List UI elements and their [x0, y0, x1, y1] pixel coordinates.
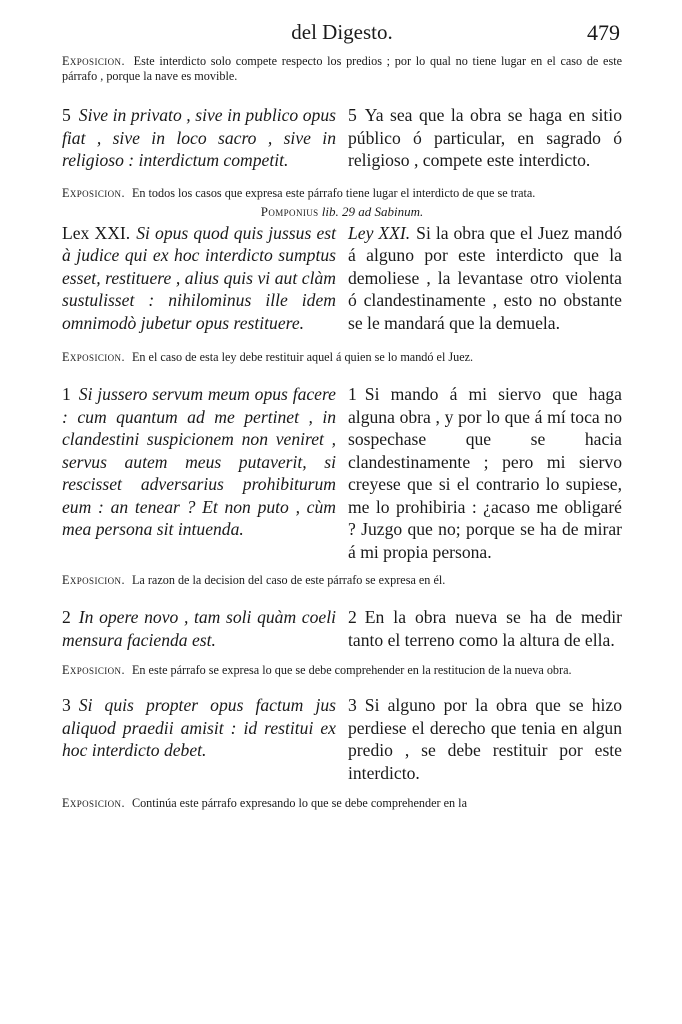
ley-heading: Ley XXI. — [348, 222, 411, 243]
running-header — [62, 18, 622, 54]
exposicion-label: Exposicion. — [62, 54, 125, 68]
attribution-source: lib. 29 ad Sabinum. — [321, 203, 424, 219]
exposicion-note — [62, 663, 622, 678]
paragraph-number: 2 — [348, 607, 357, 627]
spanish-column — [348, 694, 622, 784]
exposicion-text: Este interdicto solo compete respecto los predios ; por lo qual no tiene lugar en el caso de este párrafo , porque la nave es movible. — [62, 54, 623, 83]
paragraph-5 — [62, 104, 622, 172]
paragraph-number: 5 — [62, 105, 71, 125]
attribution-author: Pomponius — [260, 203, 319, 219]
paragraph-number: 3 — [62, 695, 71, 715]
latin-text: Si opus quod quis jussus est à judice qui ex hoc interdicto sumptus esset, restituere , alius quis vi aut clàm sustulisset : nihilominus ille idem omnimodò jubetur opus restituere. — [62, 222, 336, 333]
page — [62, 18, 622, 811]
latin-column — [62, 694, 336, 784]
exposicion-note — [62, 54, 622, 84]
lex-heading: Lex XXI. — [62, 222, 131, 243]
exposicion-note — [62, 350, 622, 365]
latin-column — [62, 222, 336, 335]
exposicion-label: Exposicion. — [62, 573, 125, 587]
paragraph-number: 1 — [348, 384, 357, 404]
paragraph-number: 1 — [62, 384, 71, 404]
exposicion-text: En todos los casos que expresa este párrafo tiene lugar el interdicto de que se trata. — [131, 185, 536, 200]
paragraph-number: 5 — [348, 105, 357, 125]
exposicion-label: Exposicion. — [62, 796, 125, 810]
paragraph-3 — [62, 694, 622, 784]
latin-column — [62, 383, 336, 563]
latin-column — [62, 606, 336, 651]
exposicion-note — [62, 573, 622, 588]
page-number: 479 — [587, 20, 620, 45]
latin-text: Sive in privato , sive in publico opus fiat , sive in loco sacro , sive in religioso : interdictum competit. — [62, 105, 336, 170]
spanish-column — [348, 383, 622, 563]
exposicion-text: En el caso de esta ley debe restituir aquel á quien se lo mandó el Juez. — [131, 350, 474, 364]
exposicion-note — [62, 796, 622, 811]
latin-column — [62, 104, 336, 172]
source-attribution — [62, 204, 622, 220]
exposicion-text: Continúa este párrafo expresando lo que se debe comprehender en la — [131, 796, 467, 810]
exposicion-text: La razon de la decision del caso de este párrafo se expresa en él. — [131, 573, 446, 587]
spanish-column — [348, 222, 622, 335]
spanish-column — [348, 104, 622, 172]
exposicion-label: Exposicion. — [62, 663, 125, 677]
lex-21 — [62, 222, 622, 335]
latin-text: Si jussero servum meum opus facere : cum quantum ad me pertinet , in clandestini suspicionem non veniret , servus autem meus putaverit, si rescisset adversarius prohibiturum eum : an tenear ? Et non puto , cùm mea persona sit intuenda. — [62, 384, 336, 539]
spanish-text: En la obra nueva se ha de medir tanto el terreno como la altura de ella. — [348, 607, 622, 650]
paragraph-number: 2 — [62, 607, 71, 627]
paragraph-number: 3 — [348, 695, 357, 715]
paragraph-1 — [62, 383, 622, 563]
paragraph-2 — [62, 606, 622, 651]
spanish-column — [348, 606, 622, 651]
spanish-text: Si alguno por la obra que se hizo perdiese el derecho que tenia en algun predio , se debe restituir por este interdicto. — [348, 695, 622, 783]
exposicion-note — [62, 186, 622, 201]
latin-text: In opere novo , tam soli quàm coeli mensura facienda est. — [62, 607, 336, 650]
spanish-text: Si la obra que el Juez mandó á alguno por este interdicto que la demoliese , la levantase otro violenta ó clandestinamente , esto no obstante se le mandará que la demuela. — [348, 222, 622, 333]
latin-text: Si quis propter opus factum jus aliquod praedii amisit : id restitui ex hoc interdicto debet. — [62, 695, 336, 760]
spanish-text: Ya sea que la obra se haga en sitio público ó particular, en sagrado ó religioso , compete este interdicto. — [348, 105, 622, 170]
spanish-text: Si mando á mi siervo que haga alguna obra , y por lo que á mí toca no sospechase que se hacia clandestinamente ; pero mi siervo creyese que si el contrario lo supiese, me lo prohibiria : ¿acaso me obligaré ? Juzgo que no; porque se ha de mirar á mi propia persona. — [348, 384, 622, 562]
exposicion-text: En este párrafo se expresa lo que se debe comprehender en la restitucion de la nueva obra. — [131, 663, 572, 677]
running-title: del Digesto. — [291, 20, 393, 44]
exposicion-label: Exposicion. — [62, 350, 125, 364]
exposicion-label: Exposicion. — [62, 185, 125, 200]
